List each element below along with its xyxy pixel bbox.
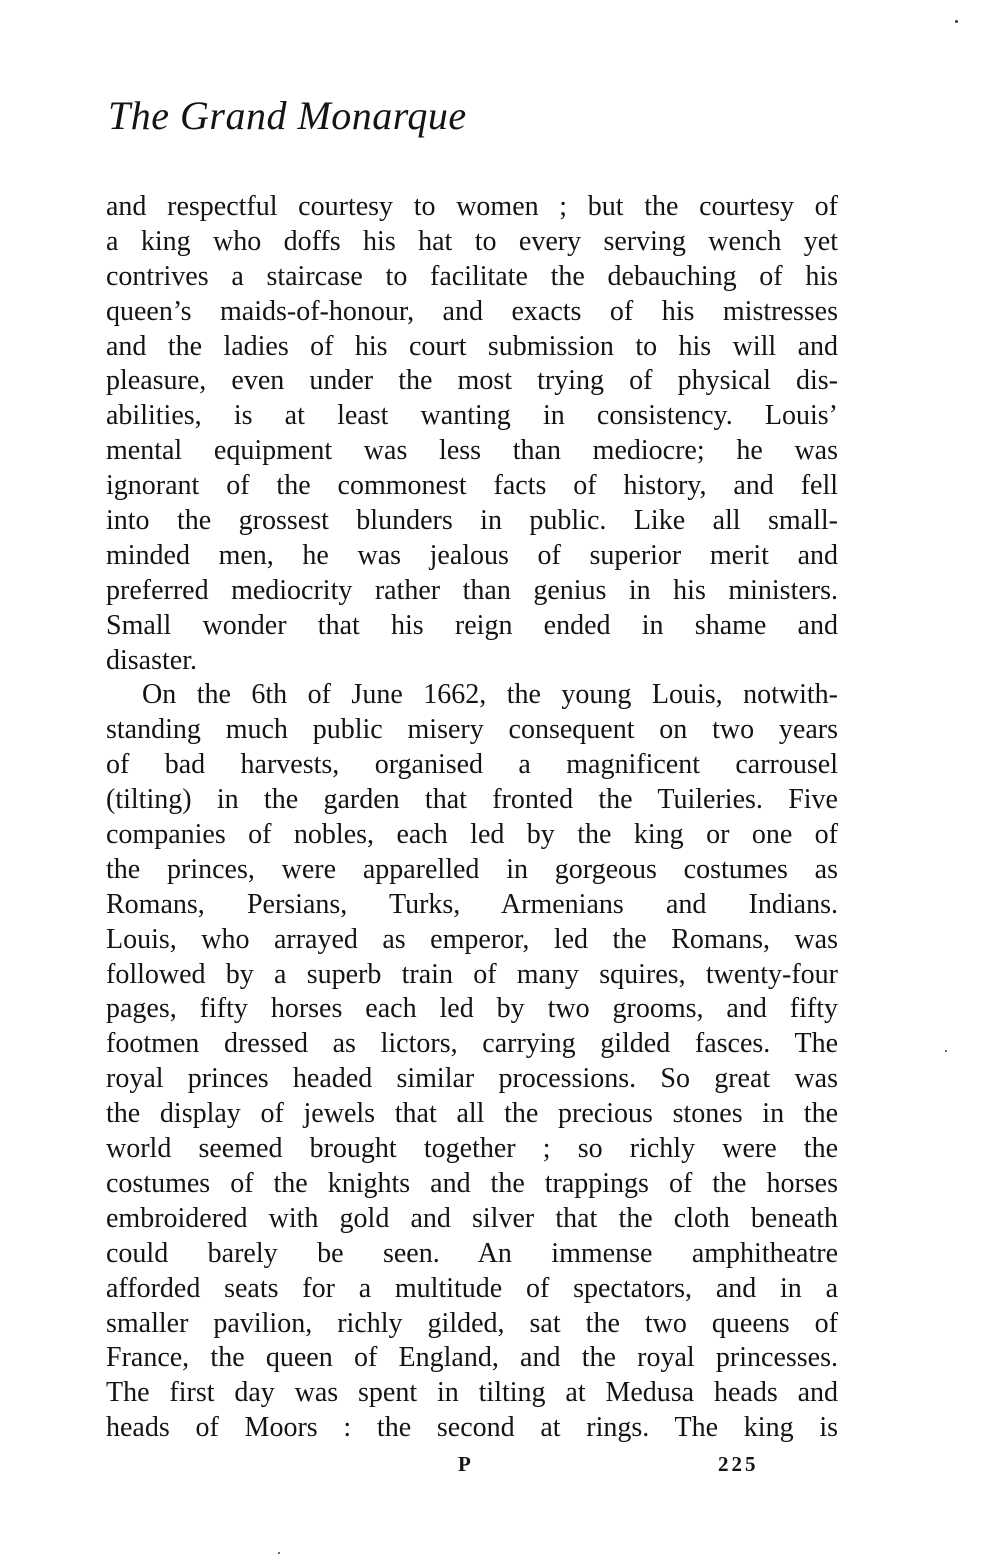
text-line: the princes, were apparelled in gorgeous costumes as [106, 853, 838, 885]
text-line: heads of Moors : the second at rings. The king is [106, 1412, 838, 1444]
text-line: Louis, who arrayed as emperor, led the Romans, was [106, 923, 838, 955]
text-line: companies of nobles, each led by the king or one of [106, 819, 838, 851]
text-line: embroidered with gold and silver that the cloth beneath [106, 1202, 838, 1234]
text-line: followed by a superb train of many squires, twenty-four [106, 958, 838, 990]
text-line: and respectful courtesy to women ; but the courtesy of [106, 191, 838, 222]
text-line: costumes of the knights and the trappings of the horses [106, 1167, 838, 1199]
signature-mark: P [458, 1452, 474, 1476]
text-line: (tilting) in the garden that fronted the Tuileries. Five [106, 784, 838, 816]
text-line: Romans, Persians, Turks, Armenians and Indians. [106, 888, 838, 920]
text-line: disaster. [106, 644, 197, 676]
text-line: standing much public misery consequent on two years [106, 714, 838, 746]
page-number: 225 [718, 1452, 759, 1476]
text-line: contrives a staircase to facilitate the debauching of his [106, 260, 838, 292]
text-line: France, the queen of England, and the royal princesses. [106, 1342, 838, 1374]
text-line: pleasure, even under the most trying of physical dis- [106, 365, 838, 397]
text-line: into the grossest blunders in public. Like all small- [106, 505, 838, 537]
body-text [106, 190, 838, 1446]
text-line: the display of jewels that all the precious stones in the [106, 1098, 838, 1130]
text-line: minded men, he was jealous of superior merit and [106, 539, 838, 571]
text-line: footmen dressed as lictors, carrying gilded fasces. The [106, 1028, 838, 1060]
text-line: a king who doffs his hat to every serving wench yet [106, 225, 838, 257]
text-line: ignorant of the commonest facts of history, and fell [106, 470, 838, 502]
text-line: Small wonder that his reign ended in shame and [106, 609, 838, 641]
text-line: abilities, is at least wanting in consistency. Louis’ [106, 400, 838, 432]
text-line: The first day was spent in tilting at Medusa heads and [106, 1377, 838, 1409]
text-line: royal princes headed similar processions. So great was [106, 1063, 838, 1095]
text-line: could barely be seen. An immense amphitheatre [106, 1237, 838, 1269]
text-line: of bad harvests, organised a magnificent carrousel [106, 749, 838, 781]
paper-speck [955, 20, 958, 23]
text-line: On the 6th of June 1662, the young Louis, notwith- [142, 679, 838, 711]
paper-speck [278, 1552, 280, 1554]
text-line: and the ladies of his court submission to his will and [106, 330, 838, 362]
text-line: pages, fifty horses each led by two grooms, and fifty [106, 993, 838, 1025]
text-line: mental equipment was less than mediocre; he was [106, 435, 838, 467]
text-line: preferred mediocrity rather than genius in his ministers. [106, 574, 838, 606]
text-line: queen’s maids-of-honour, and exacts of his mistresses [106, 295, 838, 327]
text-line: world seemed brought together ; so richly were the [106, 1133, 838, 1165]
text-line: smaller pavilion, richly gilded, sat the two queens of [106, 1307, 838, 1339]
paper-speck [945, 1050, 947, 1052]
text-line: afforded seats for a multitude of spectators, and in a [106, 1272, 838, 1304]
running-head: The Grand Monarque [108, 93, 467, 138]
